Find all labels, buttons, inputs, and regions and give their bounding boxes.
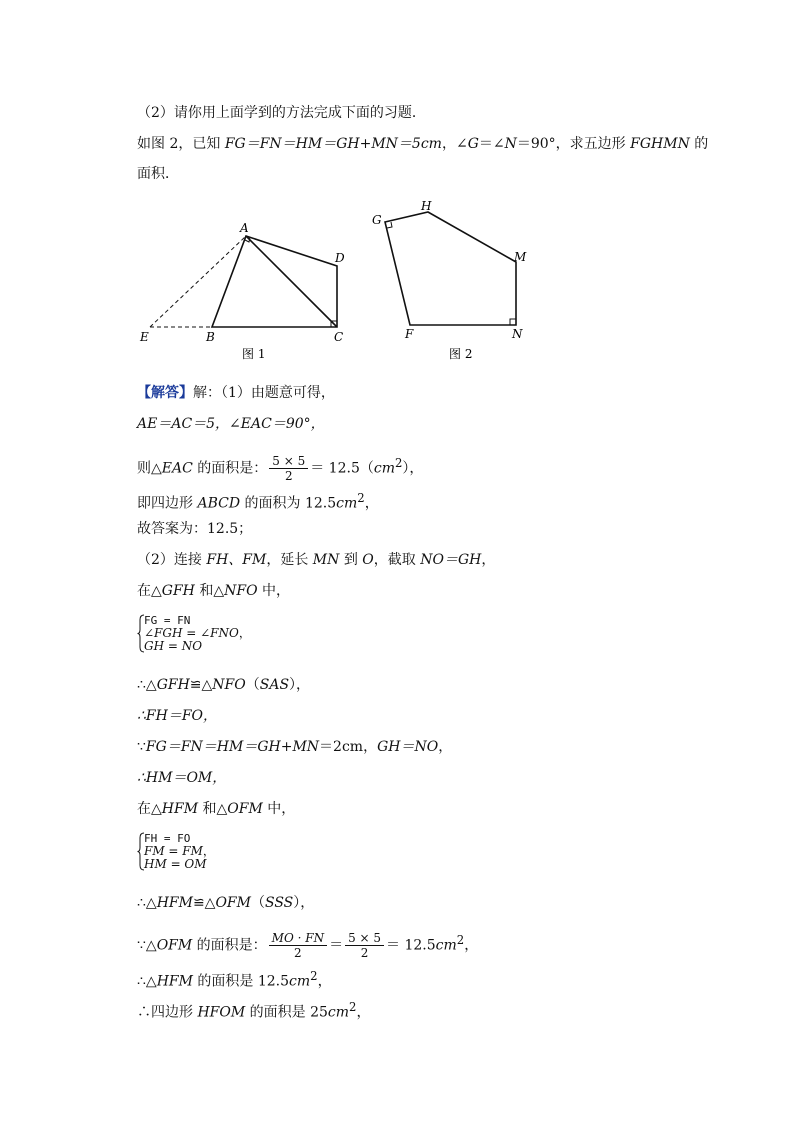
answer-tag: 【解答】	[137, 385, 193, 401]
system-1-row: ∠FGH = ∠FNO，	[144, 626, 251, 640]
answer-hm-om: ∴HM＝OM，	[137, 770, 227, 786]
system-2-row: HM = OM	[144, 857, 207, 871]
fig2-caption: 图 2	[449, 347, 473, 361]
system-1-row: GH = NO	[144, 639, 203, 653]
equation-system-2	[137, 832, 215, 871]
answer-area-abcd: 即四边形 ABCD 的面积为 $12.5cm^2$，	[137, 491, 379, 512]
fig2-label-m: M	[514, 250, 527, 264]
question-part2: （2）请你用上面学到的方法完成下面的习题．	[137, 105, 426, 121]
answer-in-triangles-2: 在△HFM 和△OFM 中，	[137, 801, 296, 817]
system-2-row: FH = FO	[144, 832, 191, 845]
fraction: $\frac{5 \times 5}{2}$	[345, 931, 384, 960]
fig2-label-f: F	[405, 327, 414, 341]
answer-congruence-2: ∴△HFM≌△OFM（SSS），	[137, 895, 315, 911]
answer-intro: 【解答】解：（1）由题意可得，	[137, 385, 335, 401]
question-given: 如图 2，已知 FG＝FN＝HM＝GH+MN＝5cm，∠G＝∠N＝90°，求五边形 FGHMN 的	[137, 136, 709, 152]
answer-fh-fo: ∴FH＝FO，	[137, 708, 218, 724]
fig2-label-n: N	[512, 327, 523, 341]
answer-area-eac: 则△EAC 的面积是： $\frac{5 \times 5}{2}$ ＝ $12.5(cm^2)$，	[137, 454, 424, 484]
answer-congruence-1: ∴△GFH≌△NFO（SAS），	[137, 677, 311, 693]
answer-area-ofm: ∵△OFM 的面积是： $\frac{MO \cdot FN}{2}$ ＝ $\frac{5 \times 5}{2}$ ＝ $12.5cm^2$，	[137, 931, 479, 961]
answer-area-hfm: ∴△HFM 的面积是 $12.5cm^2$，	[137, 969, 332, 990]
fig1-label-b: B	[206, 330, 215, 344]
figure-2	[365, 196, 540, 366]
fraction: $\frac{MO \cdot FN}{2}$	[269, 931, 327, 960]
fig2-label-h: H	[421, 199, 432, 213]
fig2-label-g: G	[372, 213, 382, 227]
answer-part1-result: 故答案为：12.5；	[137, 521, 253, 537]
question-area: 面积．	[137, 166, 179, 182]
fraction: $\frac{5 \times 5}{2}$	[269, 454, 308, 483]
answer-in-triangles-1: 在△GFH 和△NFO 中，	[137, 583, 291, 599]
fig1-label-c: C	[334, 330, 344, 344]
answer-ae-ac: AE＝AC＝5，∠EAC＝90°，	[137, 416, 325, 432]
answer-construction: （2）连接 FH、FM，延长 MN 到 O，截取 NO＝GH，	[137, 552, 496, 568]
figure-1	[130, 218, 360, 366]
equation-system-1	[137, 614, 251, 653]
fig1-label-a: A	[240, 221, 249, 235]
fig1-label-d: D	[335, 251, 345, 265]
answer-given: ∵FG＝FN＝HM＝GH+MN＝2cm，GH＝NO，	[137, 739, 453, 755]
answer-area-hfom: ∴四边形 HFOM 的面积是 $25cm^2$，	[137, 1000, 371, 1021]
system-2-row: FM = FM，	[144, 844, 215, 858]
system-1-row: FG = FN	[144, 614, 191, 627]
fig1-label-e: E	[140, 330, 149, 344]
fig1-caption: 图 1	[242, 347, 266, 361]
